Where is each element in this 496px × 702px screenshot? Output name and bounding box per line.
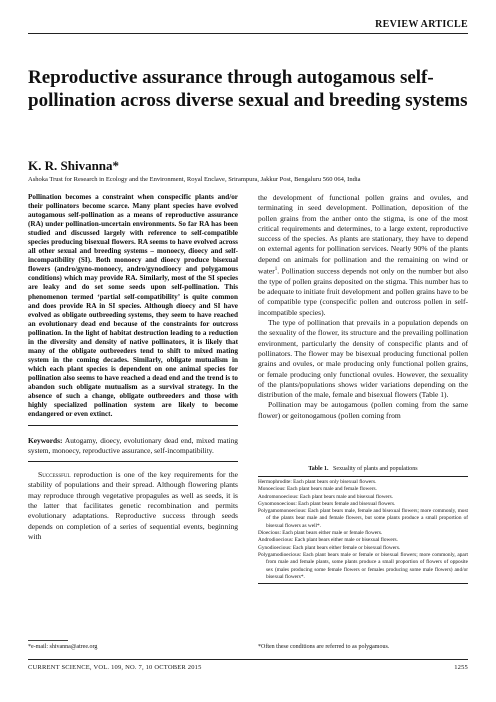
- body-paragraph-3: Pollination may be autogamous (pollen coming from the same flower) or geitonogamous (pollen coming from: [258, 400, 468, 420]
- body-paragraph-2: The type of pollination that prevails in a population depends on the sexuality of the flower, its structure and the prevailing pollination environment, particularly the density of conspecific plants and of pollinators. The flower may be bisexual producing functional pollen grains and ovules, or male producing only functional pollen grains, or female producing only functional ovules. However, the sexuality of the plants/populations shows wider variations depending on the distribution of the male, female and bisexual flowers (Table 1).: [258, 318, 468, 400]
- intro-paragraph: [28, 470, 238, 542]
- table-caption: Sexuality of plants and populations: [332, 466, 418, 472]
- section-label: REVIEW ARTICLE: [375, 19, 468, 30]
- table-row: Polygamomonoecious: Each plant bears male, female and bisexual flowers; more commonly, most of the plants bear male and female flowers, but some plants produce a small proportion of bisexual flowers as well*.: [258, 508, 468, 529]
- table-row: Monoecious: Each plant bears male and female flowers.: [258, 486, 377, 493]
- footer-rule: [28, 659, 468, 660]
- left-column: [28, 193, 238, 542]
- table-row: Dioecious: Each plant bears either male or female flowers.: [258, 530, 383, 537]
- article-title: Reproductive assurance through autogamous self-pollination across diverse sexual and breeding systems: [28, 67, 468, 111]
- header-rule: [28, 33, 468, 34]
- body-paragraph-1: [258, 193, 468, 318]
- keywords-text: Autogamy, dioecy, evolutionary dead end, mixed mating system, monoecy, reproductive assurance, self-incompatibility.: [28, 436, 238, 456]
- right-column: [258, 193, 468, 421]
- table-row: Androdioecious: Each plant bears either male or bisexual flowers.: [258, 537, 398, 544]
- keywords-label: Keywords:: [28, 436, 63, 446]
- footnote-rule: [28, 640, 68, 641]
- table-title: [258, 466, 468, 472]
- table-row: Andromonoecious: Each plant bears male and bisexual flowers.: [258, 493, 394, 500]
- body-paragraph-1-text: the development of functional pollen grains and ovules, and terminating in seed development. Pollination, deposition of the pollen grains from the anther onto the stigma, is one of the most critical requirements and determines, to a large extent, reproductive success of the species. As plants are stationary, they have to depend on external agents for pollination services. Nearly 90% of the plants depend on animals for pollination and the remaining on wind or water: [258, 193, 468, 276]
- table-row: Gynodioecious: Each plant bears either female or bisexual flowers.: [258, 544, 401, 551]
- table-row: Gynomonoecious: Each plant bears female and bisexual flowers.: [258, 500, 396, 507]
- page-number: 1255: [454, 664, 468, 671]
- keywords: [28, 436, 238, 456]
- journal-footer: CURRENT SCIENCE, VOL. 109, NO. 7, 10 OCTOBER 2015: [28, 664, 202, 671]
- table-footnote: *Often these conditions are referred to as polygamous.: [258, 644, 390, 650]
- body-paragraph-1-end: . Pollination success depends not only on the number but also the type of pollen grains deposited on the stigma. This number has to be adequate to initiate fruit development and pollen grains have to be of compatible type (conspecific pollen and outcross pollen in self-incompatible species).: [258, 266, 468, 317]
- intro-lead: Successful: [38, 470, 71, 480]
- abstract: Pollination becomes a constraint when conspecific plants and/or their pollinators become scarce. Many plant species have evolved autogamous self-pollination as a means of reproductive assurance (RA) under pollination-uncertain environments. So far RA has been studied and discussed largely with reference to self-compatible species producing bisexual flowers. RA seems to have evolved across all other sexual and breeding systems – monoecy, dioecy and self-incompatibility (SI). Both monoecy and dioecy produce bisexual flowers (andro/gyno-monoecy, andro/gynodioecy and polygamous conditions) which may provide RA. Similarly, most of the SI species are leaky and do set some seeds upon self-pollination. This phenomenon termed ‘partial self-compatibility’ is quite common and does provide RA in SI species. Although dioecy and SI have evolved as obligate outbreeding systems, they seem to have reached an evolutionary dead end because of the constraints for outcross pollination. In the light of habitat destruction leading to a reduction in the diversity and density of native pollinators, it is likely that many of the obligate outbreeders tend to shift to mixed mating system in the coming decades. Similarly, obligate mutualism in which each plant species is dependent on one animal species for pollination also seems to have reached a dead end and the trend is to abandon such obligate mutualism as a survival strategy. In the absence of such a change, obligate outbreeders and those with highly specialized pollination system are likely to become endangered or even extinct.: [28, 193, 238, 419]
- intro-text: reproduction is one of the key requirements for the stability of populations and their spread. Although flowering plants may reproduce through vegetative propagules as well as seeds, it is the latter that facilitates genetic recombination and permits evolutionary adaptations. Reproductive success through seeds depends on completion of a series of sequential events, beginning with: [28, 470, 238, 541]
- sexuality-table: [258, 476, 468, 584]
- table-row: Hermophrodite: Each plant bears only bisexual flowers.: [258, 479, 377, 485]
- author-name: K. R. Shivanna*: [28, 158, 120, 173]
- table-label: Table 1.: [308, 466, 329, 472]
- keywords-rule-bottom: [28, 461, 238, 462]
- keywords-rule-top: [28, 425, 238, 426]
- table-row: Polygamodioecious: Each plant bears male or female or bisexual flowers; more commonly, apart from male and female plants, some plants produce a small proportion of flowers of opposite sex (males producing some female flowers or females producing some male flowers) and/or bisexual flowers*.: [258, 551, 468, 580]
- email-footnote: *e-mail: shivanna@atree.org: [28, 644, 98, 650]
- reference-1: 1: [274, 267, 278, 273]
- author-affiliation: Ashoka Trust for Research in Ecology and the Environment, Royal Enclave, Srirampura, Jakkur Post, Bengaluru 560 064, India: [28, 176, 361, 183]
